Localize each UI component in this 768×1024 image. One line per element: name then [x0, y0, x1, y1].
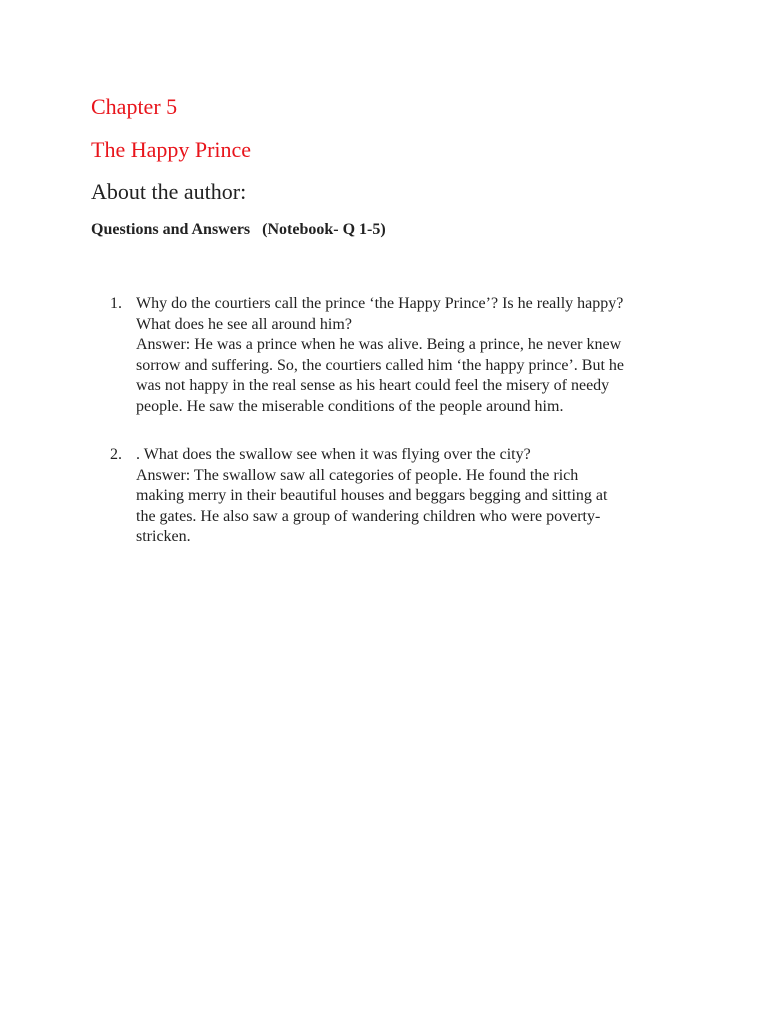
answer-text-line: stricken.: [136, 528, 191, 545]
answer-text-line: was not happy in the real sense as his heart could feel the misery of needy: [136, 377, 610, 394]
answer-text-line: making merry in their beautiful houses and beggars begging and sitting at: [136, 487, 608, 504]
question-body: [136, 445, 681, 548]
answer-text-line: people. He saw the miserable conditions of the people around him.: [136, 397, 564, 415]
questions-answers-heading: Questions and Answers (Notebook- Q 1-5): [91, 221, 386, 238]
chapter-heading: Chapter 5: [91, 94, 178, 119]
answer-text-line: sorrow and suffering. So, the courtiers called him ‘the happy prince’. But he: [136, 356, 625, 374]
answer-text-line: Answer: He was a prince when he was alive. Being a prince, he never knew: [136, 336, 622, 353]
question-text-line: What does he see all around him?: [136, 315, 352, 333]
question-text-line: . What does the swallow see when it was flying over the city?: [136, 446, 531, 463]
question-text-line: Why do the courtiers call the prince ‘the Happy Prince’? Is he really happy?: [136, 295, 624, 312]
story-title: The Happy Prince: [91, 137, 252, 162]
question-item: [110, 294, 680, 419]
question-number: 1.: [110, 295, 122, 312]
question-body: [136, 294, 681, 417]
answer-text-line: Answer: The swallow saw all categories of people. He found the rich: [136, 466, 579, 484]
about-author-heading: About the author:: [91, 179, 247, 204]
question-item: [110, 445, 680, 550]
answer-text-line: the gates. He also saw a group of wandering children who were poverty-: [136, 507, 601, 525]
question-number: 2.: [110, 446, 122, 463]
